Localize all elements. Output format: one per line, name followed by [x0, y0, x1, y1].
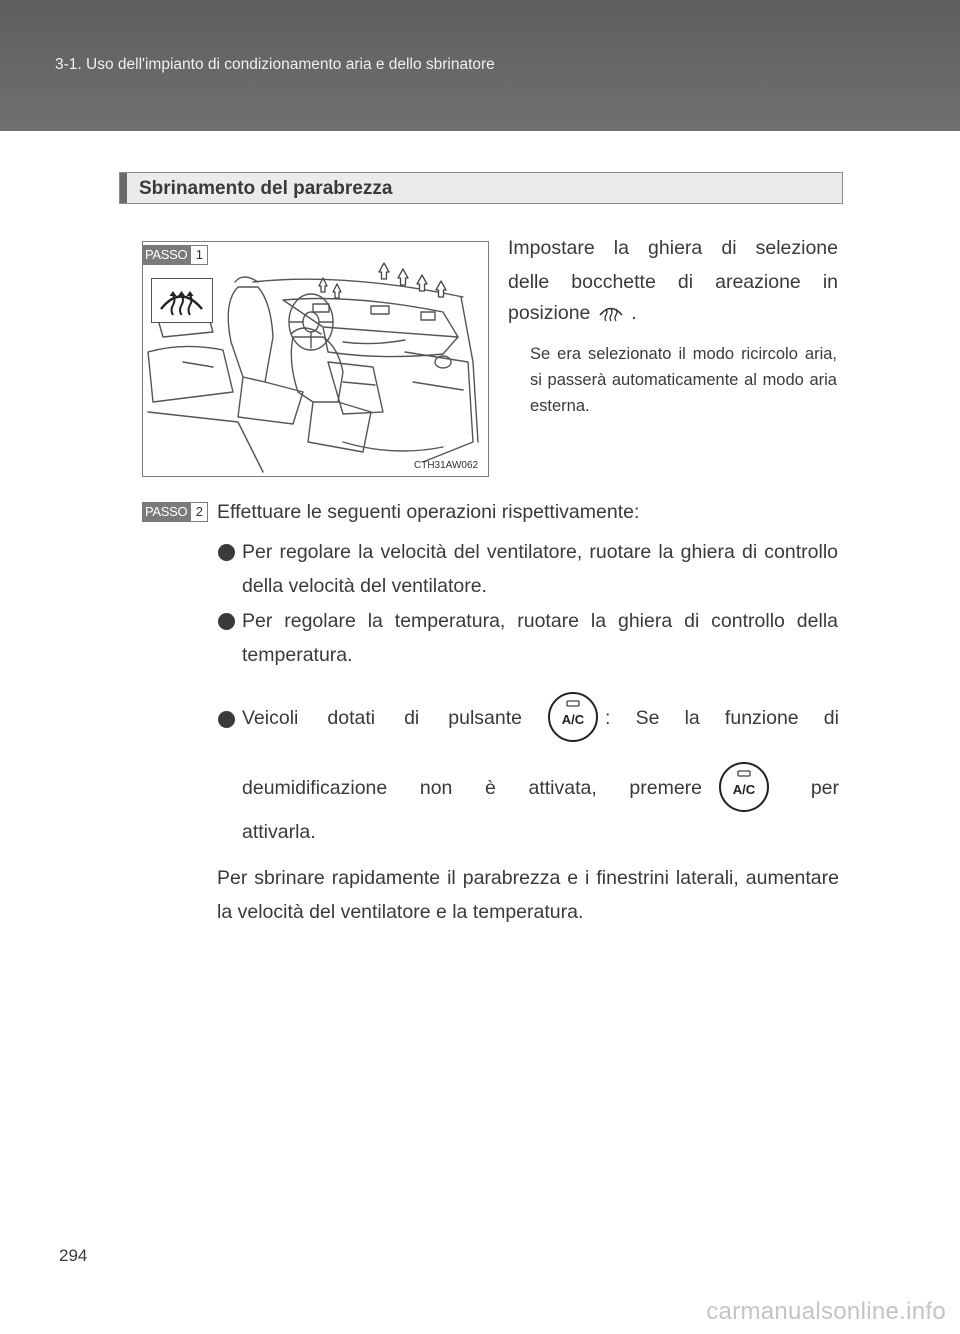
bullet-1-text: Per regolare la velocità del ventilatore, ruotare la ghiera di controllo della velocità del ventilatore. [242, 541, 838, 597]
step-1-text-line-2: delle bocchette di areazione in [508, 271, 838, 293]
ac-button-label-2: A/C [732, 782, 756, 797]
step-1-text-line-3a: posizione [508, 302, 591, 324]
ac-button-icon [547, 690, 599, 744]
defroster-inline-icon [598, 301, 624, 323]
step-1-text-line-1: Impostare la ghiera di selezione [508, 237, 838, 259]
step-2-intro: Effettuare le seguenti operazioni rispettivamente: [217, 501, 640, 523]
step-2-badge [142, 502, 208, 522]
windshield-defroster-icon-graphic [152, 279, 211, 321]
closing-paragraph: Per sbrinare rapidamente il parabrezza e i finestrini laterali, aumentare la velocità del ventilatore e la temperatura. [217, 867, 839, 923]
chapter-header-title: 3-1. Uso dell'impianto di condizionamento aria e dello sbrinatore [55, 56, 495, 73]
car-interior-illustration [142, 241, 489, 477]
step-2-badge-number: 2 [190, 502, 208, 522]
page-number: 294 [59, 1246, 88, 1265]
bullet-2-text: Per regolare la temperatura, ruotare la ghiera di controllo della temperatura. [242, 610, 838, 666]
watermark: carmanualsonline.info [706, 1298, 946, 1325]
bullet-3-part-3: deumidificazione non è attivata, premere [242, 777, 702, 799]
ac-button-icon-2 [718, 760, 770, 814]
windshield-defroster-icon [151, 278, 213, 323]
bullet-2-dot [218, 613, 235, 630]
ac-button-label: A/C [561, 712, 585, 727]
illustration-code: CTH31AW062 [414, 460, 479, 471]
step-1-text-line-3 [508, 296, 838, 330]
bullet-3-part-5: attivarla. [242, 821, 316, 843]
section-heading-bar [119, 172, 843, 204]
bullet-3-part-1: Veicoli dotati di pulsante [242, 707, 522, 729]
section-heading-edge [120, 173, 127, 203]
bullet-3-part-4: per [810, 777, 839, 799]
step-2-badge-word: PASSO [142, 502, 190, 522]
step-1-badge [142, 245, 208, 265]
bullet-3-part-2: : Se la funzione di [605, 707, 839, 729]
step-1-badge-word: PASSO [142, 245, 190, 265]
step-1-badge-number: 1 [190, 245, 208, 265]
bullet-1-dot [218, 544, 235, 561]
section-title: Sbrinamento del parabrezza [139, 178, 393, 199]
step-1-text-line-3b: . [631, 302, 637, 324]
step-1-note: Se era selezionato il modo ricircolo aria, si passerà automaticamente al modo aria esterna. [530, 345, 837, 415]
bullet-3-dot [218, 711, 235, 728]
